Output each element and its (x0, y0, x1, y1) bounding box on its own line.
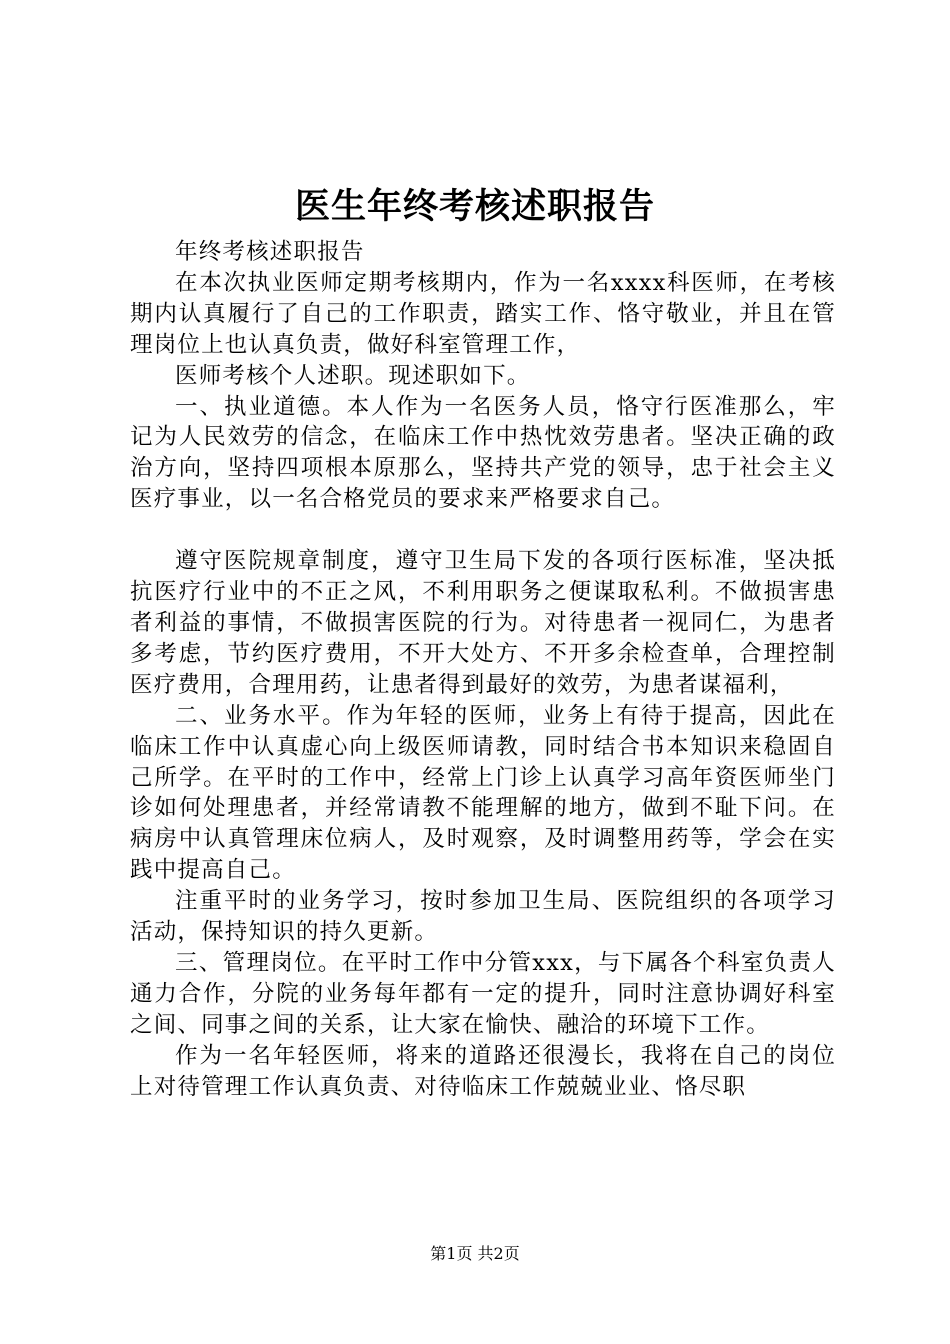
paragraph-business-level: 二、业务水平。作为年轻的医师，业务上有待于提高，因此在临床工作中认真虚心向上级医师请教，同时结合书本知识来稳固自己所学。在平时的工作中，经常上门诊上认真学习高年资医师坐门诊如何处理患者，并经常请教不能理解的地方，做到不耻下问。在病房中认真管理床位病人，及时观察，及时调整用药等，学会在实践中提高自己。 (130, 702, 836, 884)
document-body (130, 237, 836, 1102)
paragraph-outlook: 作为一名年轻医师，将来的道路还很漫长，我将在自己的岗位上对待管理工作认真负责、对待临床工作兢兢业业、恪尽职 (130, 1042, 836, 1100)
paragraph-subtitle: 年终考核述职报告 (175, 239, 365, 265)
document-title: 医生年终考核述职报告 (294, 186, 655, 227)
paragraph-management: 三、管理岗位。在平时工作中分管xxx，与下属各个科室负责人通力合作，分院的业务每年都有一定的提升，同时注意协调好科室之间、同事之间的关系，让大家在愉快、融洽的环境下工作。 (130, 949, 836, 1038)
paragraph-professional-ethics: 一、执业道德。本人作为一名医务人员，恪守行医准那么，牢记为人民效劳的信念，在临床工作中热忱效劳患者。坚决正确的政治方向，坚持四项根本原那么，坚持共产党的领导，忠于社会主义医疗事业，以一名合格党员的要求来严格要求自己。 (130, 393, 836, 513)
page-number-footer: 第1页 共2页 (430, 1244, 520, 1263)
paragraph-study: 注重平时的业务学习，按时参加卫生局、医院组织的各项学习活动，保持知识的持久更新。 (130, 888, 836, 946)
paragraph-intro: 在本次执业医师定期考核期内，作为一名xxxx科医师，在考核期内认真履行了自己的工作职责，踏实工作、恪守敬业，并且在管理岗位上也认真负责，做好科室管理工作， (130, 269, 836, 358)
paragraph-statement: 医师考核个人述职。现述职如下。 (175, 362, 531, 389)
paragraph-hospital-rules: 遵守医院规章制度，遵守卫生局下发的各项行医标准，坚决抵抗医疗行业中的不正之风，不利用职务之便谋取私利。不做损害患者利益的事情，不做损害医院的行为。对待患者一视同仁，为患者多考虑，节约医疗费用，不开大处方、不开多余检查单，合理控制医疗费用，合理用药，让患者得到最好的效劳，为患者谋福利， (130, 548, 836, 698)
